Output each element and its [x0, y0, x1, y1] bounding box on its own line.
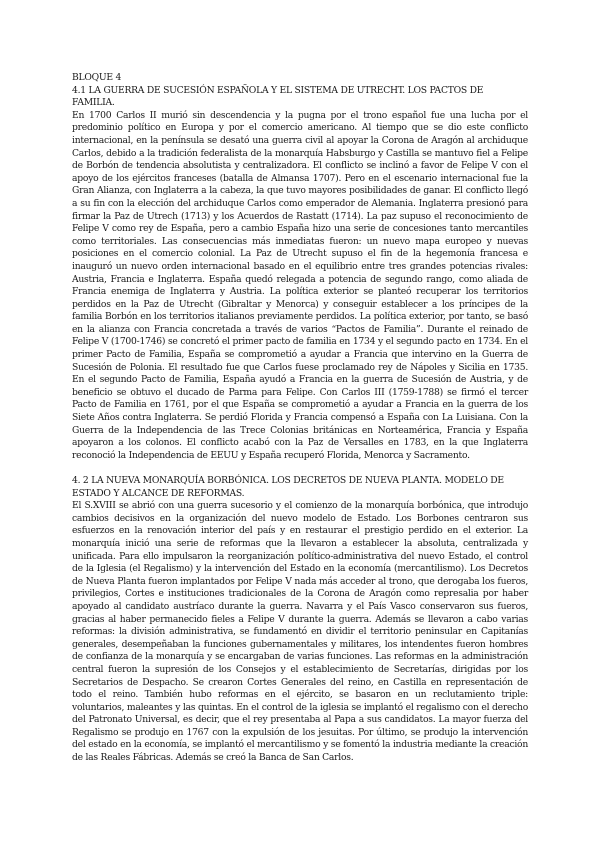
block-label: BLOQUE 4	[72, 72, 122, 83]
section-body-4-1: En 1700 Carlos II murió sin descendencia y la pugna por el trono español fue una lucha por el predominio político en Europa y por el comercio americano. Al tiempo que se dio este conflicto internacional, en la península se desató una guerra civil al apoyar la Corona de Aragón al archiduque Carlos, debido a la tradición federalista de la monarquía Habsburgo y Castilla se mantuvo fiel a Felipe de Borbón de tendencia absolutista y centralizadora. El conflicto se inclinó a favor de Felipe V con el apoyo de los ejércitos franceses (batalla de Almansa 1707). Pero en el escenario internacional fue la Gran Alianza, con Inglaterra a la cabeza, la que tuvo mayores posibilidades de ganar. El conflicto llegó a su fin con la elección del archiduque Carlos como emperador de Alemania. Inglaterra presionó para firmar la Paz de Utrech (1713) y los Acuerdos de Rastatt (1714). La paz supuso el reconocimiento de Felipe V como rey de España, pero a cambio España hizo una serie de concesiones tanto mercantiles como territoriales. Las consecuencias más inmediatas fueron: un nuevo mapa europeo y nuevas posiciones en el comercio colonial. La Paz de Utrecht supuso el fin de la hegemonía francesa e inauguró un nuevo orden internacional basado en el equilibrio entre tres grandes potencias rivales: Austria, Francia e Inglaterra. España quedó relegada a potencia de segundo rango, como aliada de Francia enemiga de Inglaterra y Austria. La política exterior se planteó recuperar los territorios perdidos en la Paz de Utrecht (Gibraltar y Menorca) y conseguir establecer a los príncipes de la familia Borbón en los territorios italianos previamente perdidos. La política exterior, por tanto, se basó en la alianza con Francia concretada a través de varios “Pactos de Familia”. Durante el reinado de Felipe V (1700-1746) se concretó el primer pacto de familia en 1734 y el segundo pacto en 1734. En el primer Pacto de Familia, España se comprometió a ayudar a Francia que intervino en la Guerra de Sucesión de Polonia. El resultado fue que Carlos fuese proclamado rey de Nápoles y Sicilia en 1735. En el segundo Pacto de Familia, España ayudó a Francia en la guerra de Sucesión de Austria, y de beneficio se obtuvo el ducado de Parma para Felipe. Con Carlos III (1759-1788) se firmó el tercer Pacto de Familia en 1761, por el que España se comprometió a ayudar a Francia en la guerra de los Siete Años contra Inglaterra. Se perdió Florida y Francia compensó a España con La Luisiana. Con la Guerra de la Independencia de las Trece Colonias británicas en Norteamérica, Francia y España apoyaron a los colonos. El conflicto acabó con la Paz de Versalles en 1783, en la que Inglaterra reconoció la Independencia de EEUU y España recuperó Florida, Menorca y Sacramento.	[72, 109, 528, 461]
section-heading-4-2: 4. 2 LA NUEVA MONARQUÍA BORBÓNICA. LOS DECRETOS DE NUEVA PLANTA. MODELO DE ESTADO Y ALCANCE DE REFORMAS.	[72, 475, 504, 499]
section-body-4-2: El S.XVIII se abrió con una guerra sucesorio y el comienzo de la monarquía borbónica, que introdujo cambios decisivos en la organización del nuevo modelo de Estado. Los Borbones centraron sus esfuerzos en la renovación interior del país y en restaurar el prestigio perdido en el exterior. La monarquía inició una serie de reformas que la llevaron a establecer la absoluta, centralizada y unificada. Para ello impulsaron la reorganización político-administrativa del nuevo Estado, el control de la Iglesia (el Regalismo) y la intervención del Estado en la economía (mercantilismo). Los Decretos de Nueva Planta fueron implantados por Felipe V nada más acceder al trono, que derogaba los fueros, privilegios, Cortes e instituciones tradicionales de la Corona de Aragón como represalia por haber apoyado al candidato austríaco durante la guerra. Navarra y el País Vasco conservaron sus fueros, gracias al haber permanecido fieles a Felipe V durante la guerra. Además se llevaron a cabo varias reformas: la división administrativa, se fundamentó en dividir el territorio peninsular en Capitanías generales, desempeñaban la funciones gubernamentales y militares, los intendentes fueron hombres de confianza de la monarquía y se encargaban de varias funciones. Las reformas en la administración central fueron la supresión de los Consejos y el establecimiento de Secretarías, dirigidas por los Secretarios de Despacho. Se crearon Cortes Generales del reino, en Castilla en representación de todo el reino. También hubo reformas en el ejército, se basaron en un reclutamiento triple: voluntarios, maleantes y las quintas. En el control de la iglesia se implantó el regalismo con el derecho del Patronato Universal, es decir, que el rey presentaba al Papa a sus candidatos. La mayor fuerza del Regalismo se produjo en 1767 con la expulsión de los jesuitas. Por último, se produjo la intervención del estado en la economía, se implantó el mercantilismo y se fomentó la industria mediante la creación de las Reales Fábricas. Además se creó la Banca de San Carlos.	[72, 500, 528, 764]
document-page	[72, 72, 528, 765]
section-heading-4-1: 4.1 LA GUERRA DE SUCESIÓN ESPAÑOLA Y EL SISTEMA DE UTRECHT. LOS PACTOS DE FAMILIA.	[72, 84, 484, 109]
section-spacer	[72, 462, 528, 475]
